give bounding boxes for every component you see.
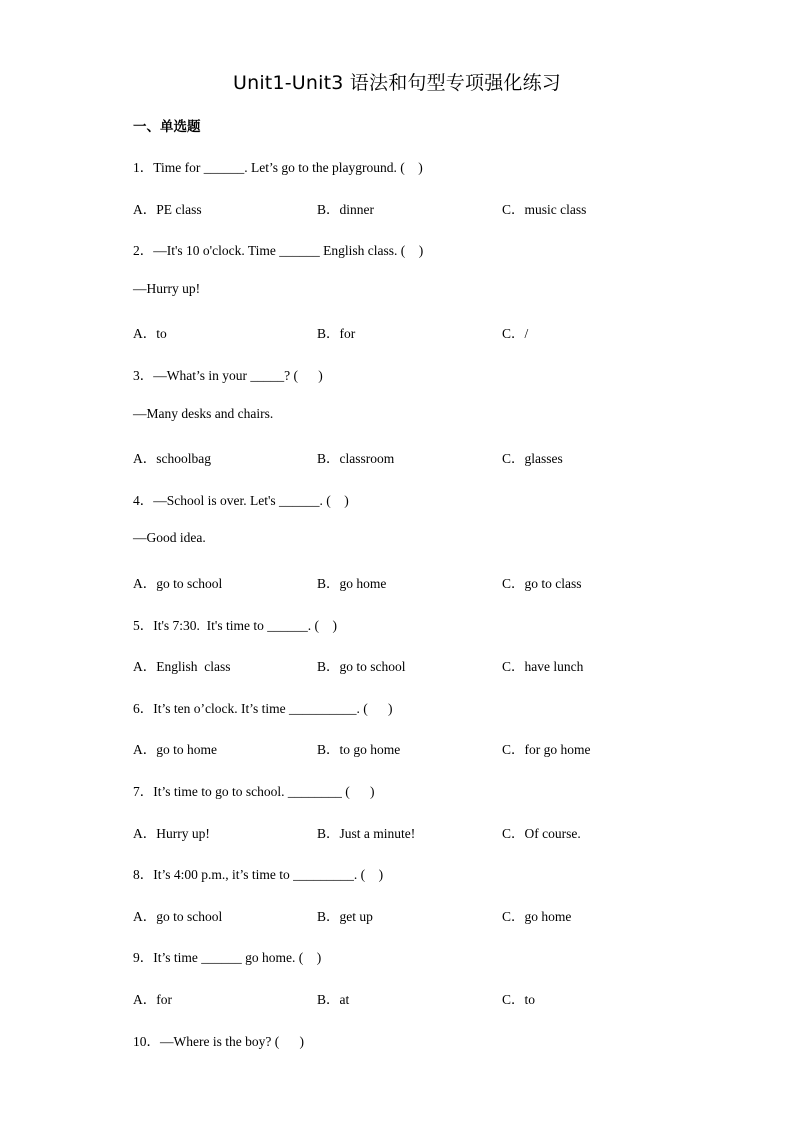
q8-option-b: B．get up bbox=[317, 909, 373, 924]
question-8: 8．It’s 4:00 p.m., it’s time to _________. ( ) bbox=[133, 867, 384, 882]
q1-option-b: B．dinner bbox=[317, 202, 374, 217]
q3-option-b: B．classroom bbox=[317, 451, 395, 466]
q8-option-c: C．go home bbox=[502, 909, 572, 924]
question-9: 9．It’s time ______ go home. ( ) bbox=[133, 950, 322, 965]
q5-option-a: A．English class bbox=[133, 659, 231, 674]
q4-option-c: C．go to class bbox=[502, 576, 582, 591]
q9-option-b: B．at bbox=[317, 992, 350, 1007]
q2-option-c: C．/ bbox=[502, 326, 529, 341]
page-title: Unit1-Unit3 语法和句型专项强化练习 bbox=[232, 72, 562, 94]
q1-option-c: C．music class bbox=[502, 202, 587, 217]
q2-reply: —Hurry up! bbox=[133, 281, 201, 296]
q3-option-a: A．schoolbag bbox=[133, 451, 211, 466]
q9-option-a: A．for bbox=[133, 992, 172, 1007]
question-1: 1．Time for ______. Let’s go to the playground. ( ) bbox=[133, 160, 423, 175]
q5-option-c: C．have lunch bbox=[502, 659, 584, 674]
q3-option-c: C．glasses bbox=[502, 451, 563, 466]
q6-option-a: A．go to home bbox=[133, 742, 217, 757]
question-7: 7．It’s time to go to school. ________ ( ) bbox=[133, 784, 375, 799]
q3-reply: —Many desks and chairs. bbox=[133, 406, 274, 421]
q7-option-a: A．Hurry up! bbox=[133, 826, 210, 841]
q4-option-a: A．go to school bbox=[133, 576, 223, 591]
question-6: 6．It’s ten o’clock. It’s time __________. ( ) bbox=[133, 701, 393, 716]
q2-option-a: A．to bbox=[133, 326, 167, 341]
q6-option-b: B．to go home bbox=[317, 742, 401, 757]
q5-option-b: B．go to school bbox=[317, 659, 406, 674]
q7-option-b: B．Just a minute! bbox=[317, 826, 416, 841]
question-10: 10．—Where is the boy? ( ) bbox=[133, 1034, 304, 1049]
q4-reply: —Good idea. bbox=[133, 530, 206, 545]
q9-option-c: C．to bbox=[502, 992, 536, 1007]
q8-option-a: A．go to school bbox=[133, 909, 223, 924]
q7-option-c: C．Of course. bbox=[502, 826, 581, 841]
question-2: 2．—It's 10 o'clock. Time ______ English class. ( ) bbox=[133, 243, 424, 258]
q4-option-b: B．go home bbox=[317, 576, 387, 591]
question-5: 5．It's 7:30. It's time to ______. ( ) bbox=[133, 618, 337, 633]
section-heading: 一、单选题 bbox=[133, 119, 201, 135]
q6-option-c: C．for go home bbox=[502, 742, 591, 757]
question-4: 4．—School is over. Let's ______. ( ) bbox=[133, 493, 349, 508]
question-3: 3．—What’s in your _____? ( ) bbox=[133, 368, 323, 383]
q2-option-b: B．for bbox=[317, 326, 356, 341]
q1-option-a: A．PE class bbox=[133, 202, 202, 217]
